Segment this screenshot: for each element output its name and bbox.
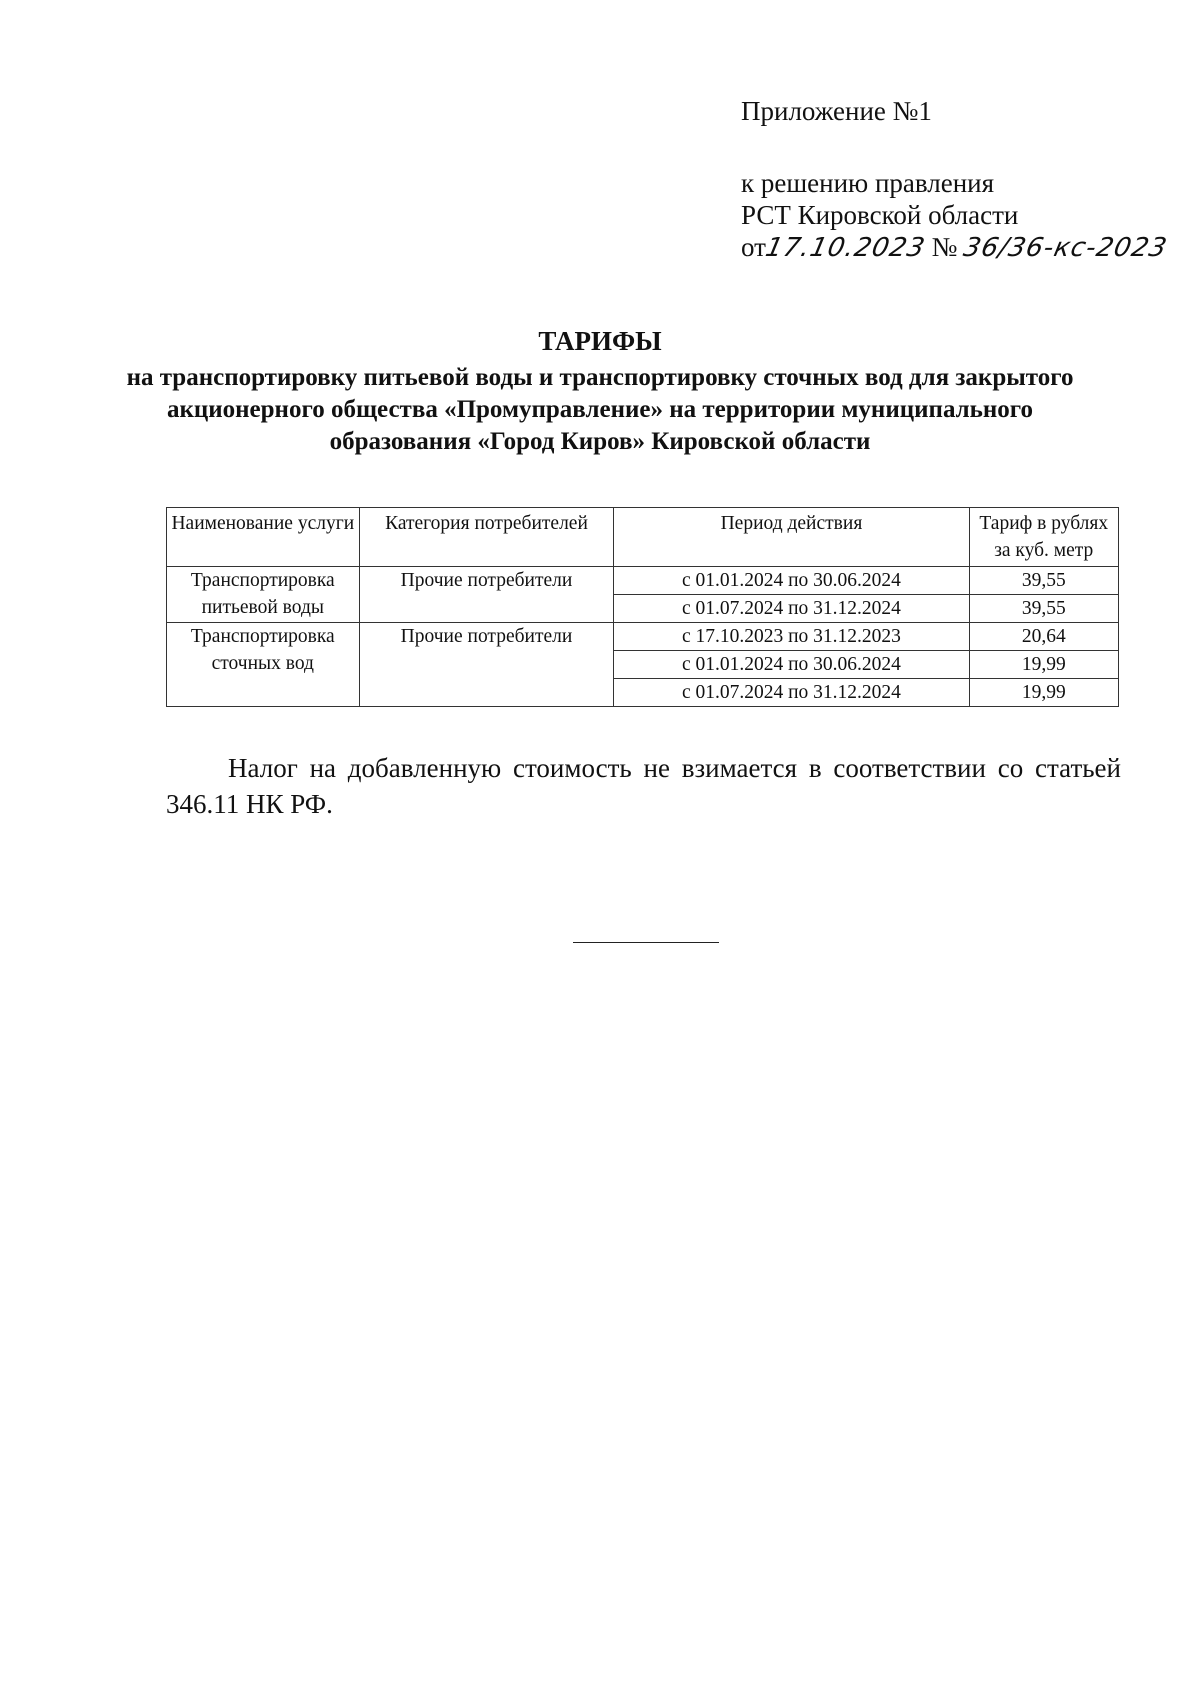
category-cell: Прочие потребители (359, 623, 614, 707)
tariff-cell: 19,99 (969, 679, 1119, 707)
appendix-number: Приложение №1 (741, 96, 932, 126)
end-divider (573, 942, 719, 943)
table-row (167, 623, 1119, 651)
date-prefix: от (741, 232, 766, 262)
table-header-row (167, 508, 1119, 567)
handwritten-date: 17.10.2023 (762, 233, 929, 263)
handwritten-decision-number: 36/36-кс-2023 (960, 233, 1171, 263)
period-cell: с 01.07.2024 по 31.12.2024 (614, 595, 969, 623)
tariff-cell: 39,55 (969, 595, 1119, 623)
tariff-cell: 39,55 (969, 567, 1119, 595)
vat-note: Налог на добавленную стоимость не взимается в соответствии со статьей 346.11 НК РФ. (166, 753, 1121, 819)
document-title: ТАРИФЫ (538, 326, 662, 356)
tariff-cell: 20,64 (969, 623, 1119, 651)
document-subtitle: на транспортировку питьевой воды и транспортировку сточных вод для закрытого акционерного общества «Промуправление» на территории муниципального образования «Город Киров» Кировской области (126, 364, 1074, 455)
period-cell: с 01.01.2024 по 30.06.2024 (614, 567, 969, 595)
appendix-decision-line: к решению правления (741, 168, 995, 198)
header-category: Категория потребителей (359, 508, 614, 567)
tariff-table (166, 507, 1119, 707)
category-cell: Прочие потребители (359, 567, 614, 623)
service-cell: Транспортировка питьевой воды (167, 567, 360, 623)
tariff-cell: 19,99 (969, 651, 1119, 679)
header-tariff: Тариф в рублях за куб. метр (969, 508, 1119, 567)
period-cell: с 01.07.2024 по 31.12.2024 (614, 679, 969, 707)
period-cell: с 01.01.2024 по 30.06.2024 (614, 651, 969, 679)
header-period: Период действия (614, 508, 969, 567)
appendix-authority: РСТ Кировской области (741, 200, 1019, 230)
service-cell: Транспортировка сточных вод (167, 623, 360, 707)
number-sign: № (931, 232, 958, 262)
period-cell: с 17.10.2023 по 31.12.2023 (614, 623, 969, 651)
header-service: Наименование услуги (167, 508, 360, 567)
appendix-block (741, 95, 1171, 264)
appendix-date-line (741, 231, 1171, 264)
table-row (167, 567, 1119, 595)
